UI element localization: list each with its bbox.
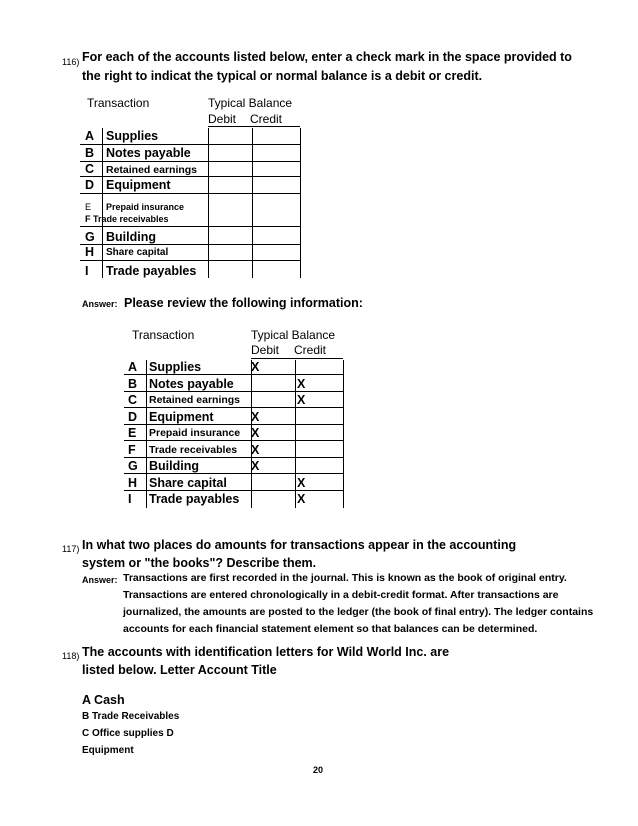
row-letter: A — [128, 360, 138, 374]
row-letter: I — [85, 264, 89, 278]
header-typical-balance: Typical Balance — [251, 328, 336, 342]
row-name: Building — [149, 459, 199, 473]
row-name: Trade receivables — [93, 214, 169, 224]
credit-mark: X — [297, 377, 306, 391]
row-name: Share capital — [106, 247, 169, 258]
row-name: Trade receivables — [149, 444, 238, 456]
row-name: Notes payable — [149, 377, 234, 391]
header-debit: Debit — [251, 343, 280, 357]
answer-label: Answer: — [82, 575, 118, 585]
row-name: Prepaid insurance — [106, 202, 185, 212]
account-item: Equipment — [82, 745, 134, 756]
question-text-line: The accounts with identification letters for Wild World Inc. are — [82, 645, 450, 659]
debit-mark: X — [251, 459, 260, 473]
header-transaction: Transaction — [132, 328, 195, 342]
header-credit: Credit — [250, 112, 283, 126]
row-name: Supplies — [149, 360, 202, 374]
row-letter: F — [128, 443, 136, 457]
row-name: Trade payables — [106, 264, 197, 278]
row-letter: G — [85, 230, 95, 244]
row-letter: G — [128, 459, 138, 473]
answer-line: Transactions are first recorded in the journal. This is known as the book of original entry. — [123, 572, 567, 584]
row-name: Retained earnings — [149, 394, 241, 406]
debit-mark: X — [251, 360, 260, 374]
question-text-line: For each of the accounts listed below, enter a check mark in the space provided to — [82, 50, 572, 64]
row-letter: A — [85, 129, 95, 143]
row-letter: I — [128, 492, 132, 506]
answer-line: accounts for each financial statement element so that balances can be determined. — [123, 623, 538, 635]
answer-label: Answer: — [82, 299, 118, 309]
debit-mark: X — [251, 426, 260, 440]
question-text-line: listed below. Letter Account Title — [82, 663, 277, 677]
row-letter: D — [85, 178, 95, 192]
row-letter: C — [128, 393, 138, 407]
row-name: Notes payable — [106, 146, 191, 160]
row-letter: F — [85, 214, 91, 224]
debit-mark: X — [251, 443, 260, 457]
row-name: Share capital — [149, 476, 227, 490]
page-number: 20 — [313, 765, 324, 775]
debit-mark: X — [251, 410, 260, 424]
row-letter: B — [128, 377, 138, 391]
question-text-line: system or "the books"? Describe them. — [82, 556, 317, 570]
answer-text: Please review the following information: — [124, 296, 363, 310]
row-name: Supplies — [106, 129, 159, 143]
row-letter: D — [128, 410, 138, 424]
header-debit: Debit — [208, 112, 237, 126]
account-item: A Cash — [82, 693, 125, 707]
row-letter: H — [128, 476, 138, 490]
row-name: Equipment — [149, 410, 214, 424]
account-item: B Trade Receivables — [82, 711, 180, 722]
row-name: Prepaid insurance — [149, 427, 241, 439]
row-name: Equipment — [106, 178, 171, 192]
question-number: 116) — [62, 57, 80, 67]
account-item: C Office supplies D — [82, 728, 174, 739]
question-number: 117) — [62, 544, 80, 554]
header-transaction: Transaction — [87, 96, 150, 110]
row-letter: C — [85, 162, 95, 176]
credit-mark: X — [297, 476, 306, 490]
answer-line: Transactions are entered chronologically in a debit-credit format. After transactions are — [123, 589, 559, 601]
header-typical-balance: Typical Balance — [208, 96, 293, 110]
row-name: Retained earnings — [106, 164, 198, 176]
question-text-line: In what two places do amounts for transactions appear in the accounting — [82, 538, 517, 552]
row-letter: E — [85, 202, 92, 212]
row-name: Trade payables — [149, 492, 240, 506]
question-text-line: the right to indicat the typical or normal balance is a debit or credit. — [82, 69, 483, 83]
row-letter: H — [85, 245, 95, 259]
answer-line: journalized, the amounts are posted to the ledger (the book of final entry). The ledger contains — [123, 606, 594, 618]
credit-mark: X — [297, 393, 306, 407]
question-number: 118) — [62, 651, 80, 661]
row-letter: E — [128, 426, 137, 440]
credit-mark: X — [297, 492, 306, 506]
header-credit: Credit — [294, 343, 327, 357]
row-name: Building — [106, 230, 156, 244]
row-letter: B — [85, 146, 95, 160]
